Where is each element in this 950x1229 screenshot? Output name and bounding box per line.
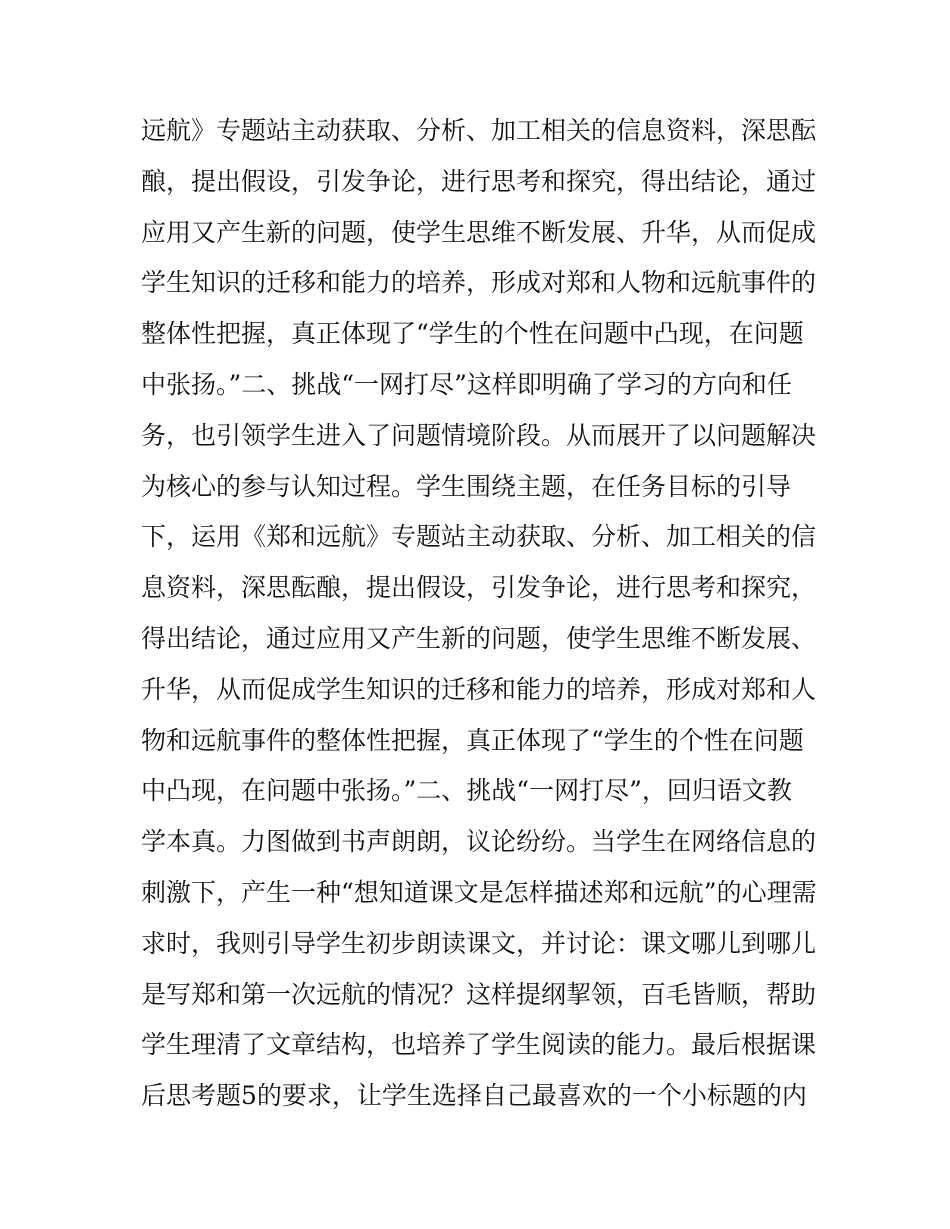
- text-line: 刺激下，产生一种“想知道课文是怎样描述郑和远航”的心理需: [141, 877, 817, 907]
- text-line: 是写郑和第一次远航的情况？这样提纲挈领，百毛皆顺，帮助: [141, 979, 817, 1009]
- text-line: 酿，提出假设，引发争论，进行思考和探究，得出结论，通过: [141, 166, 817, 196]
- text-line: 远航》专题站主动获取、分析、加工相关的信息资料，深思酝: [141, 116, 817, 145]
- text-line: 后思考题5的要求，让学生选择自己最喜欢的一个小标题的内: [141, 1081, 807, 1111]
- body-text: [141, 106, 821, 1122]
- text-line: 升华，从而促成学生知识的迁移和能力的培养，形成对郑和人: [141, 674, 817, 704]
- text-line: 务，也引领学生进入了问题情境阶段。从而展开了以问题解决: [141, 420, 817, 450]
- text-line: 求时，我则引导学生初步朗读课文，并讨论：课文哪儿到哪儿: [141, 928, 817, 958]
- text-line: 下，运用《郑和远航》专题站主动获取、分析、加工相关的信: [141, 522, 817, 552]
- text-line: 物和远航事件的整体性把握，真正体现了“学生的个性在问题: [141, 725, 804, 755]
- text-line: 息资料，深思酝酿，提出假设，引发争论，进行思考和探究，: [141, 573, 817, 603]
- text-line: 学生知识的迁移和能力的培养，形成对郑和人物和远航事件的: [141, 268, 817, 298]
- text-line: 得出结论，通过应用又产生新的问题，使学生思维不断发展、: [141, 623, 817, 653]
- text-line: 为核心的参与认知过程。学生围绕主题，在任务目标的引导: [141, 471, 792, 501]
- text-line: 学生理清了文章结构，也培养了学生阅读的能力。最后根据课: [141, 1030, 817, 1060]
- text-line: 中凸现，在问题中张扬。”二、挑战“一网打尽”，回归语文教: [141, 776, 792, 806]
- text-line: 中张扬。”二、挑战“一网打尽”这样即明确了学习的方向和任: [141, 369, 792, 399]
- text-line: 整体性把握，真正体现了“学生的个性在问题中凸现，在问题: [141, 319, 804, 349]
- text-line: 学本真。力图做到书声朗朗，议论纷纷。当学生在网络信息的: [141, 827, 817, 857]
- text-line: 应用又产生新的问题，使学生思维不断发展、升华，从而促成: [141, 217, 817, 247]
